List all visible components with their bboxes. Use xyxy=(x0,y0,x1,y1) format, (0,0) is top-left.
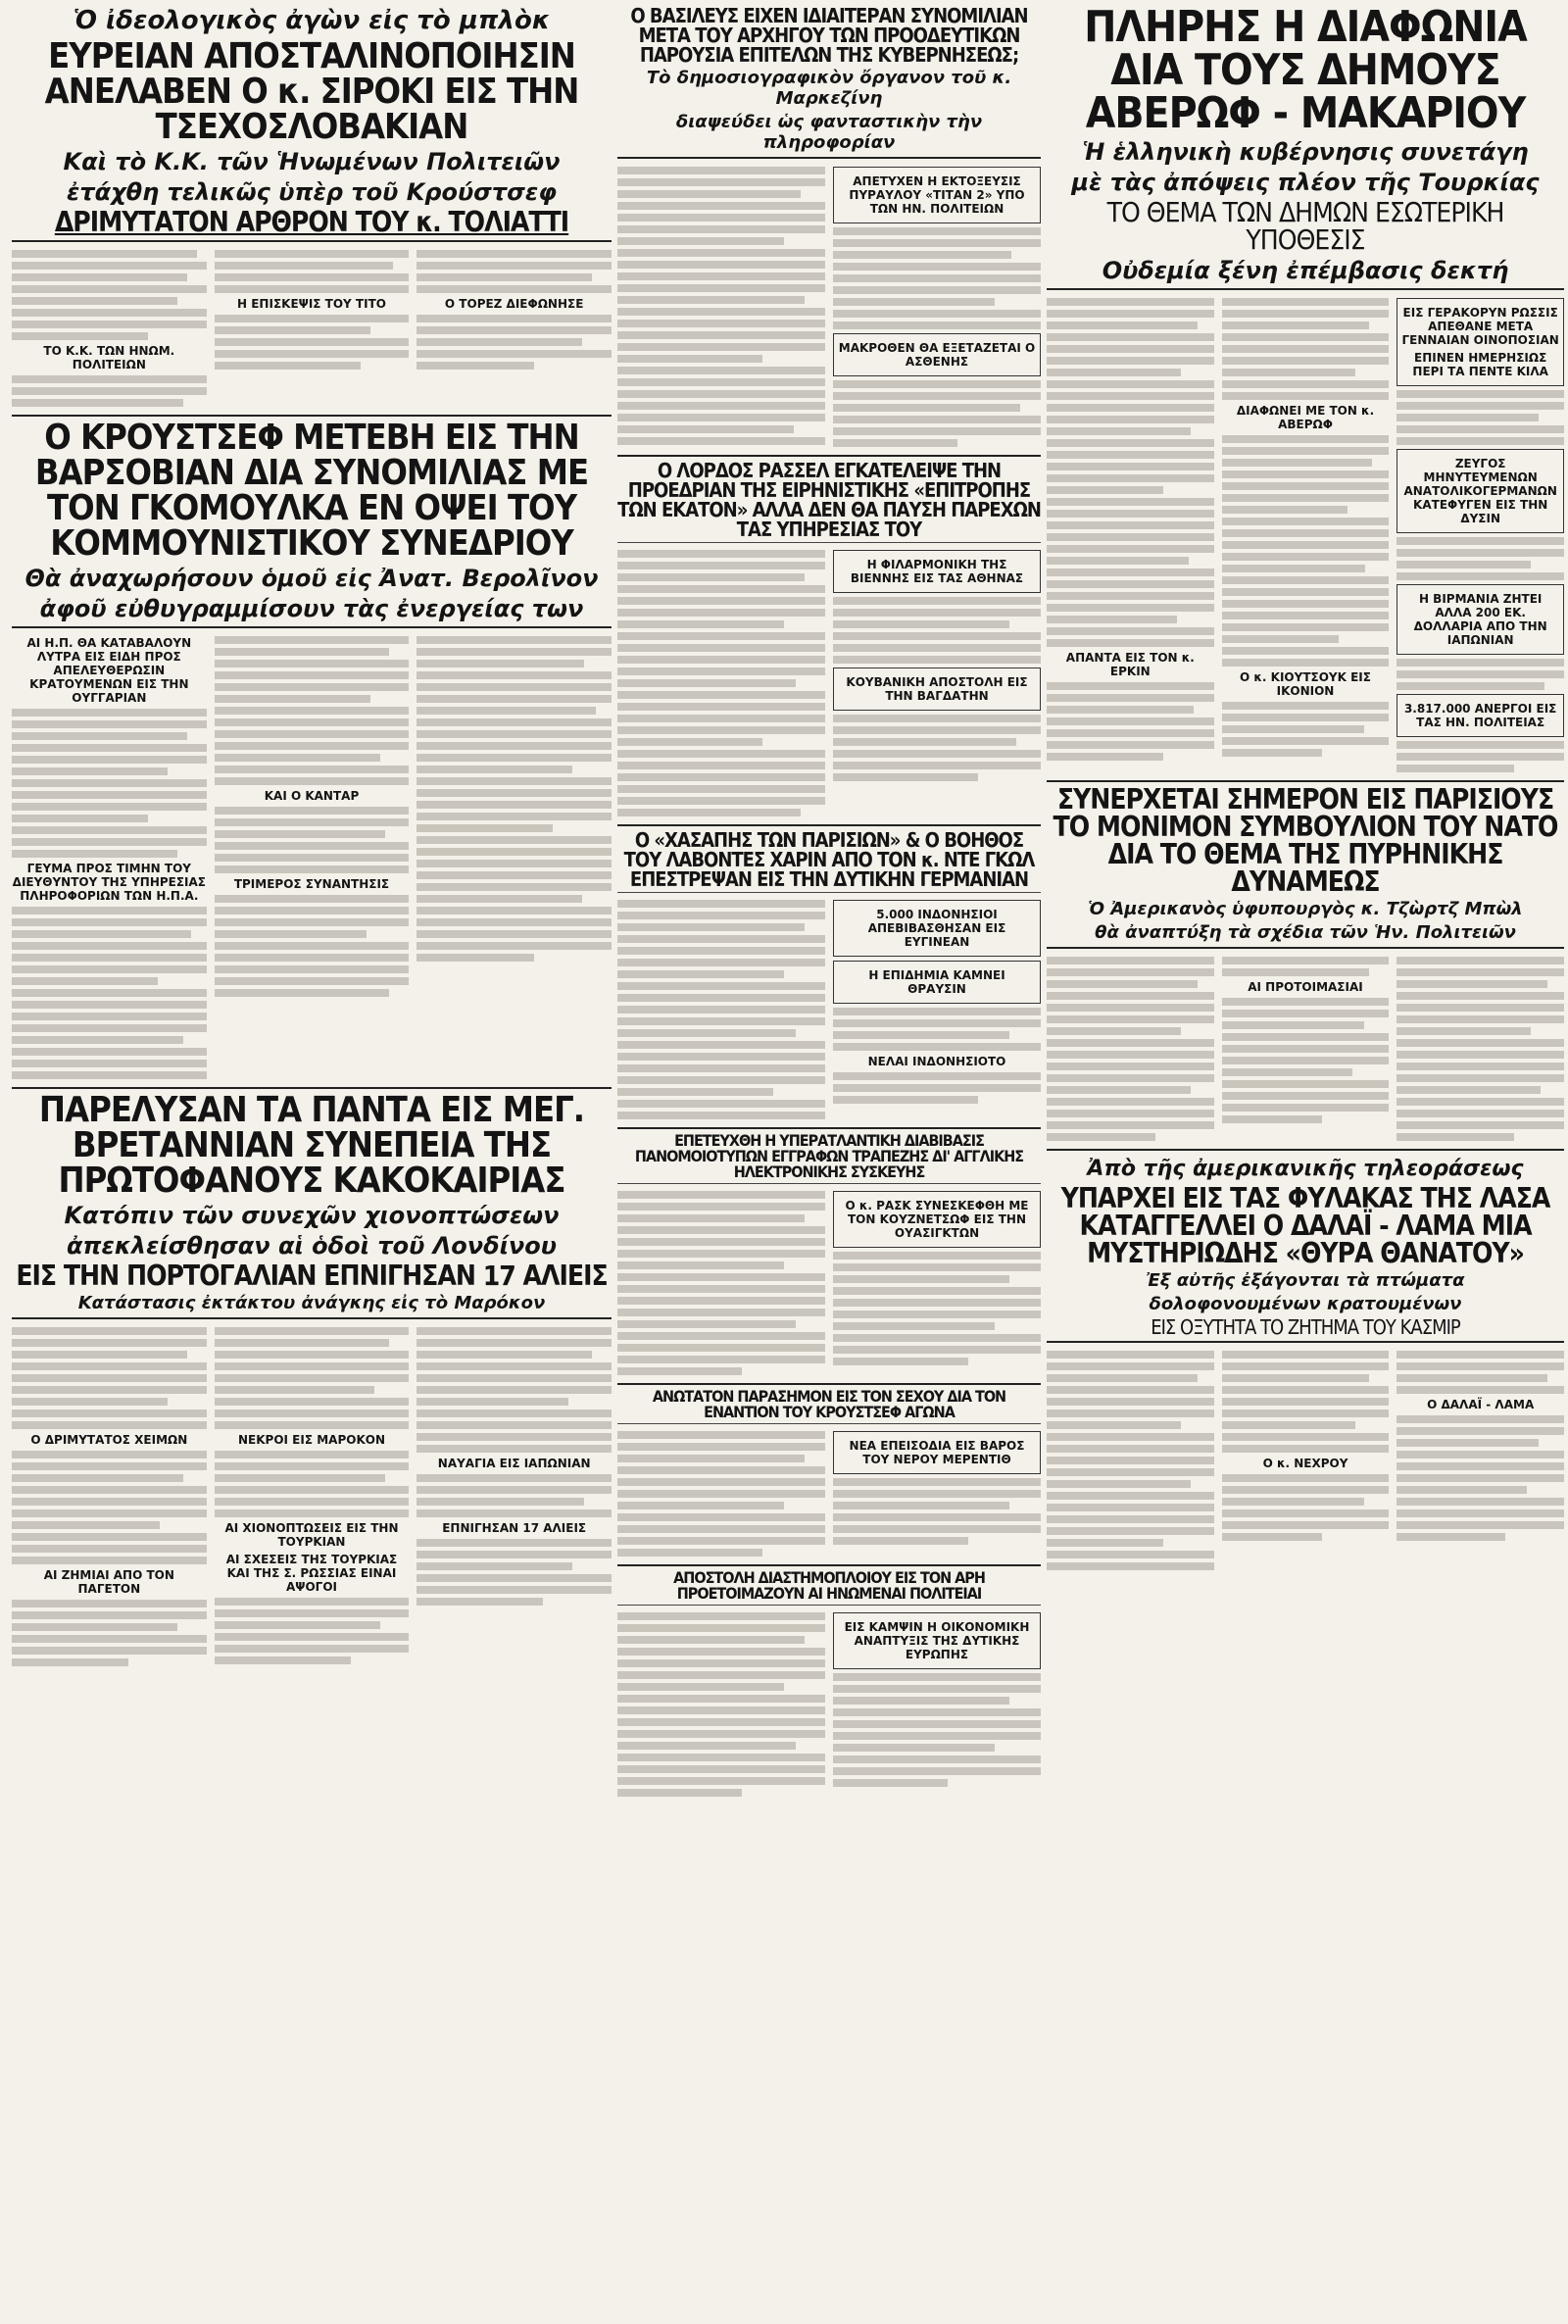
subhead-us-party: ΤΟ Κ.Κ. ΤΩΝ ΗΝΩΜ. ΠΟΛΙΤΕΙΩΝ xyxy=(43,344,175,371)
divider xyxy=(12,240,612,242)
headline-kashmir: ΕΙΣ ΟΞΥΤΗΤΑ ΤΟ ΖΗΤΗΜΑ ΤΟΥ ΚΑΣΜΙΡ xyxy=(1151,1315,1460,1339)
divider xyxy=(12,415,612,417)
headline-togliatti: ΔΡΙΜΥΤΑΤΟΝ ΑΡΘΡΟΝ ΤΟΥ κ. ΤΟΛΙΑΤΤΙ xyxy=(54,206,569,238)
subhead-disagree-averoff: ΔΙΑΦΩΝΕΙ ΜΕ ΤΟΝ κ. ΑΒΕΡΩΦ xyxy=(1236,404,1375,431)
headline-averoff-makarios: ΠΛΗΡΗΣ Η ΔΙΑΦΩΝΙΑ ΔΙΑ ΤΟΥΣ ΔΗΜΟΥΣ ΑΒΕΡΩΦ - ΜΑΚΑΡΙΟΥ xyxy=(1084,2,1527,138)
subhead-turkey-snow: ΑΙ ΧΙΟΝΟΠΤΩΣΕΙΣ ΕΙΣ ΤΗΝ ΤΟΥΡΚΙΑΝ xyxy=(224,1521,399,1549)
deck-snowfall: Κατόπιν τῶν συνεχῶν χιονοπτώσεων xyxy=(64,1202,560,1229)
subhead-east-germans: ΖΕΥΓΟΣ ΜΗΝΥΤΕΥΜΕΝΩΝ ΑΝΑΤΟΛΙΚΟΓΕΡΜΑΝΩΝ ΚΑΤΕΦΥΓΕΝ ΕΙΣ ΤΗΝ ΔΥΣΙΝ xyxy=(1403,457,1557,525)
deck-prisoners: δολοφονουμένων κρατουμένων xyxy=(1149,1294,1462,1314)
headline-russell: Ο ΛΟΡΔΟΣ ΡΑΣΣΕΛ ΕΓΚΑΤΕΛΕΙΨΕ ΤΗΝ ΠΡΟΕΔΡΙΑΝ ΤΗΣ ΕΙΡΗΝΙΣΤΙΚΗΣ «ΕΠΙΤΡΟΠΗΣ ΤΩΝ ΕΚΑΤΟΝ» ΑΛΛΑ ΔΕΝ ΘΑ ΠΑΥΣΗ ΠΑΡΕΧΩΝ ΤΑΣ ΥΠΗΡΕΣΙΑΣ ΤΟΥ xyxy=(617,459,1041,541)
deck-morocco: Κατάστασις ἐκτάκτου ἀνάγκης εἰς τὸ Μαρόκον xyxy=(77,1293,546,1313)
headline-king-meeting: Ο ΒΑΣΙΛΕΥΣ ΕΙΧΕΝ ΙΔΙΑΙΤΕΡΑΝ ΣΥΝΟΜΙΛΙΑΝ ΜΕΤΑ ΤΟΥ ΑΡΧΗΓΟΥ ΤΩΝ ΠΡΟΟΔΕΥΤΙΚΩΝ ΠΑΡΟΥΣΙΑ ΕΠΙΤΕΛΩΝ ΤΗΣ ΚΥΒΕΡΝΗΣΕΩΣ; xyxy=(630,4,1028,67)
subhead-morocco-dead: ΝΕΚΡΟΙ ΕΙΣ ΜΑΡΟΚΟΝ xyxy=(238,1433,385,1447)
subhead-cuba-baghdad: ΚΟΥΒΑΝΙΚΗ ΑΠΟΣΤΟΛΗ ΕΙΣ ΤΗΝ ΒΑΓΔΑΤΗΝ xyxy=(846,675,1028,703)
divider xyxy=(1047,288,1564,290)
article-body-4 xyxy=(617,163,1041,451)
divider xyxy=(617,1423,1041,1424)
article-body-6 xyxy=(617,896,1041,1123)
article-body-2 xyxy=(12,632,612,1083)
divider xyxy=(617,1605,1041,1606)
deck-align-actions: ἀφοῦ εὐθυγραμμίσουν τὰς ἐνεργείας των xyxy=(39,595,584,622)
subhead-japan-shipwreck: ΝΑΥΑΓΙΑ ΕΙΣ ΙΑΠΩΝΙΑΝ xyxy=(437,1457,591,1470)
divider xyxy=(12,1317,612,1319)
kicker-ideological: Ὁ ἰδεολογικὸς ἀγὼν εἰς τὸ μπλὸκ xyxy=(73,6,551,35)
subhead-ransom-hungary: ΑΙ Η.Π. ΘΑ ΚΑΤΑΒΑΛΟΥΝ ΛΥΤΡΑ ΕΙΣ ΕΙΔΗ ΠΡΟΣ ΑΠΕΛΕΥΘΕΡΩΣΙΝ ΚΡΑΤΟΥΜΕΝΩΝ ΕΙΣ ΤΗΝ ΟΥΓΓΑΡΙΑΝ xyxy=(26,636,192,705)
article-body-5 xyxy=(617,546,1041,820)
divider xyxy=(617,542,1041,543)
article-body-9 xyxy=(617,1608,1041,1801)
deck-khrushchev: ἐτάχθη τελικῶς ὑπὲρ τοῦ Κρούστσεφ xyxy=(66,178,558,206)
subhead-tripartite: ΤΡΙΜΕΡΟΣ ΣΥΝΑΝΤΗΣΙΣ xyxy=(233,877,390,891)
headline-sirokki: ΕΥΡΕΙΑΝ ΑΠΟΣΤΑΛΙΝΟΠΟΙΗΣΙΝ ΑΝΕΛΑΒΕΝ Ο κ. ΣΙΡΟΚΙ ΕΙΣ ΤΗΝ ΤΣΕΧΟΣΛΟΒΑΚΙΑΝ xyxy=(44,36,579,147)
deck-east-berlin: Θὰ ἀναχωρήσουν ὁμοῦ εἰς Ἀνατ. Βερολῖνον xyxy=(24,565,599,592)
subhead-kutchuk: Ο κ. ΚΙΟΥΤΣΟΥΚ ΕΙΣ ΙΚΟΝΙΟΝ xyxy=(1240,670,1371,698)
divider xyxy=(1047,1341,1564,1343)
subhead-economy: ΕΙΣ ΚΑΜΨΙΝ Η ΟΙΚΟΝΟΜΙΚΗ ΑΝΑΠΤΥΞΙΣ ΤΗΣ ΔΥΤΙΚΗΣ ΕΥΡΩΠΗΣ xyxy=(844,1620,1030,1661)
article-body-1 xyxy=(12,246,612,411)
column-right xyxy=(1047,0,1564,1574)
article-body-3 xyxy=(12,1323,612,1670)
subhead-kadar: ΚΑΙ Ο ΚΑΝΤΑΡ xyxy=(264,789,360,803)
subhead-burma: Η ΒΙΡΜΑΝΙΑ ΖΗΤΕΙ ΑΛΛΑ 200 ΕΚ. ΔΟΛΛΑΡΙΑ ΑΠΟ ΤΗΝ ΙΑΠΩΝΙΑΝ xyxy=(1413,592,1547,647)
deck-bodies: Ἐξ αὐτῆς ἐξάγονται τὰ πτώματα xyxy=(1146,1270,1465,1291)
subhead-vienna-phil: Η ΦΙΛΑΡΜΟΝΙΚΗ ΤΗΣ ΒΙΕΝΝΗΣ ΕΙΣ ΤΑΣ ΑΘΗΝΑΣ xyxy=(850,558,1024,585)
headline-mars: ΑΠΟΣΤΟΛΗ ΔΙΑΣΤΗΜΟΠΛΟΙΟΥ ΕΙΣ ΤΟΝ ΑΡΗ ΠΡΟΕΤΟΙΜΑΖΟΥΝ ΑΙ ΗΝΩΜΕΝΑΙ ΠΟΛΙΤΕΙΑΙ xyxy=(673,1568,985,1603)
divider xyxy=(617,157,1041,159)
subhead-indonesians: 5.000 ΙΝΔΟΝΗΣΙΟΙ ΑΠΕΒΙΒΑΣΘΗΣΑΝ ΕΙΣ ΕΥΓΙΝΕΑΝ xyxy=(867,908,1006,949)
divider xyxy=(617,455,1041,457)
subhead-indonesian-boats: ΝΕΛΑΙ ΙΝΔΟΝΗΣΙΟΤΟ xyxy=(867,1055,1006,1068)
deck-george-ball: Ὁ Ἀμερικανὸς ὑφυπουργὸς κ. Τζὼρτζ Μπὼλ xyxy=(1088,899,1523,919)
divider xyxy=(617,824,1041,826)
article-body-12 xyxy=(1047,1347,1564,1574)
headline-britain-weather: ΠΑΡΕΛΥΣΑΝ ΤΑ ΠΑΝΤΑ ΕΙΣ ΜΕΓ. ΒΡΕΤΑΝΝΙΑΝ ΣΥΝΕΠΕΙΑ ΤΗΣ ΠΡΩΤΟΦΑΝΟΥΣ ΚΑΚΟΚΑΙΡΙΑΣ xyxy=(38,1090,585,1201)
divider xyxy=(617,892,1041,893)
headline-khrushchev-warsaw: Ο ΚΡΟΥΣΤΣΕΦ ΜΕΤΕΒΗ ΕΙΣ ΤΗΝ ΒΑΡΣΟΒΙΑΝ ΔΙΑ ΣΥΝΟΜΙΛΙΑΣ ΜΕ ΤΟΝ ΓΚΟΜΟΥΛΚΑ ΕΝ ΟΨΕΙ ΤΟΥ ΚΟΜΜΟΥΝΙΣΤΙΚΟΥ ΣΥΝΕΔΡΙΟΥ xyxy=(34,418,589,564)
deck-no-intervention: Οὐδεμία ξένη ἐπέμβασις δεκτή xyxy=(1102,257,1509,284)
headline-portugal-fishermen: ΕΙΣ ΤΗΝ ΠΟΡΤΟΓΑΛΙΑΝ ΕΠΝΙΓΗΣΑΝ 17 ΑΛΙΕΙΣ xyxy=(16,1260,608,1292)
divider xyxy=(1047,947,1564,949)
subhead-tito-visit: Η ΕΠΙΣΚΕΨΙΣ ΤΟΥ ΤΙΤΟ xyxy=(237,297,386,311)
deck-london-roads: ἀπεκλείσθησαν αἱ ὁδοὶ τοῦ Λονδίνου xyxy=(67,1232,557,1260)
deck-us-plans: θὰ ἀναπτύξη τὰ σχέδια τῶν Ἡν. Πολιτειῶν xyxy=(1095,922,1516,943)
subhead-17-fishermen: ΕΠΝΙΓΗΣΑΝ 17 ΑΛΙΕΙΣ xyxy=(442,1521,587,1535)
divider xyxy=(12,626,612,628)
deck-turkey-views: μὲ τὰς ἀπόψεις πλέον τῆς Τουρκίας xyxy=(1071,169,1540,196)
article-body-7 xyxy=(617,1187,1041,1379)
subhead-epidemic: Η ΕΠΙΔΗΜΙΑ ΚΑΜΝΕΙ ΘΡΑΥΣΙΝ xyxy=(868,968,1005,996)
subhead-dalai-lama: Ο ΔΑΛΑΪ - ΛΑΜΑ xyxy=(1427,1398,1535,1411)
subhead-frost-damage: ΑΙ ΖΗΜΙΑΙ ΑΠΟ ΤΟΝ ΠΑΓΕΤΟΝ xyxy=(43,1568,174,1596)
deck-markezinis: Τὸ δημοσιογραφικὸν ὄργανον τοῦ κ. Μαρκεζίνη xyxy=(646,68,1012,109)
divider xyxy=(1047,1149,1564,1151)
headline-transatlantic: ΕΠΕΤΕΥΧΘΗ Η ΥΠΕΡΑΤΛΑΝΤΙΚΗ ΔΙΑΒΙΒΑΣΙΣ ΠΑΝΟΜΟΙΟΤΥΠΩΝ ΕΓΓΡΑΦΩΝ ΤΡΑΠΕΖΗΣ ΔΙ' ΑΓΓΛΙΚΗΣ ΗΛΕΚΤΡΟΝΙΚΗΣ ΣΥΣΚΕΥΗΣ xyxy=(634,1131,1024,1181)
kicker-tv: Ἀπὸ τῆς ἀμερικανικῆς τηλεοράσεως xyxy=(1087,1157,1524,1181)
divider xyxy=(617,1127,1041,1129)
subhead-dinner-cia: ΓΕΥΜΑ ΠΡΟΣ ΤΙΜΗΝ ΤΟΥ ΔΙΕΥΘΥΝΤΟΥ ΤΗΣ ΥΠΗΡΕΣΙΑΣ ΠΛΗΡΟΦΟΡΙΩΝ ΤΩΝ Η.Π.Α. xyxy=(12,862,206,903)
article-body-10 xyxy=(1047,294,1564,776)
headline-lhasa: ΥΠΑΡΧΕΙ ΕΙΣ ΤΑΣ ΦΥΛΑΚΑΣ ΤΗΣ ΛΑΣΑ ΚΑΤΑΓΓΕΛΛΕΙ Ο ΔΑΛΑΪ - ΛΑΜΑ ΜΙΑ ΜΥΣΤΗΡΙΩΔΗΣ «ΘΥΡΑ ΘΑΝΑΤΟΥ» xyxy=(1060,1182,1550,1269)
divider xyxy=(617,1183,1041,1184)
subhead-russian-wine: ΕΙΣ ΓΕΡΑΚΟΡΥΝ ΡΩΣΣΙΣ ΑΠΕΘΑΝΕ ΜΕΤΑ ΓΕΝΝΑΙΑΝ ΟΙΝΟΠΟΣΙΑΝ xyxy=(1401,306,1559,347)
deck-denies: διαψεύδει ὡς φανταστικὴν τὴν πληροφορίαν xyxy=(675,112,983,153)
article-body-11 xyxy=(1047,953,1564,1145)
subhead-rusk: Ο κ. ΡΑΣΚ ΣΥΝΕΣΚΕΦΘΗ ΜΕ ΤΟΝ ΚΟΥΖΝΕΤΣΩΦ ΕΙΣ ΤΗΝ ΟΥΑΣΙΓΚΤΩΝ xyxy=(845,1199,1029,1240)
divider xyxy=(12,1087,612,1089)
subhead-nehru: Ο κ. ΝΕΧΡΟΥ xyxy=(1262,1457,1348,1470)
deck-greek-govt: Ἡ ἑλληνικὴ κυβέρνησις συνετάγη xyxy=(1082,138,1529,166)
article-body-8 xyxy=(617,1427,1041,1560)
column-middle xyxy=(617,0,1041,1801)
headline-butcher-paris: Ο «ΧΑΣΑΠΗΣ ΤΩΝ ΠΑΡΙΣΙΩΝ» & Ο ΒΟΗΘΟΣ ΤΟΥ ΛΑΒΟΝΤΕΣ ΧΑΡΙΝ ΑΠΟ ΤΟΝ κ. ΝΤΕ ΓΚΩΛ ΕΠΕΣΤΡΕΨΑΝ ΕΙΣ ΤΗΝ ΔΥΤΙΚΗΝ ΓΕΡΜΑΝΙΑΝ xyxy=(623,828,1035,891)
divider xyxy=(617,1564,1041,1566)
headline-nato: ΣΥΝΕΡΧΕΤΑΙ ΣΗΜΕΡΟΝ ΕΙΣ ΠΑΡΙΣΙΟΥΣ ΤΟ ΜΟΝΙΜΟΝ ΣΥΜΒΟΥΛΙΟΝ ΤΟΥ ΝΑΤΟ ΔΙΑ ΤΟ ΘΕΜΑ ΤΗΣ ΠΥΡΗΝΙΚΗΣ ΔΥΝΑΜΕΩΣ xyxy=(1053,783,1558,898)
subhead-turkey-russia: ΑΙ ΣΧΕΣΕΙΣ ΤΗΣ ΤΟΥΡΚΙΑΣ ΚΑΙ ΤΗΣ Σ. ΡΩΣΣΙΑΣ ΕΙΝΑΙ ΑΨΟΓΟΙ xyxy=(225,1553,398,1594)
headline-internal-affair: ΤΟ ΘΕΜΑ ΤΩΝ ΔΗΜΩΝ ΕΣΩΤΕΡΙΚΗ ΥΠΟΘΕΣΙΣ xyxy=(1106,196,1504,256)
subhead-winter: Ο ΔΡΙΜΥΤΑΤΟΣ ΧΕΙΜΩΝ xyxy=(30,1433,188,1447)
subhead-unemployed: 3.817.000 ΑΝΕΡΓΟΙ ΕΙΣ ΤΑΣ ΗΝ. ΠΟΛΙΤΕΙΑΣ xyxy=(1403,702,1557,729)
subhead-titan-2: ΑΠΕΤΥΧΕΝ Η ΕΚΤΟΞΕΥΣΙΣ ΠΥΡΑΥΛΟΥ «ΤΙΤΑΝ 2» ΥΠΟ ΤΩΝ ΗΝ. ΠΟΛΙΤΕΙΩΝ xyxy=(849,174,1025,216)
subhead-thorez: Ο ΤΟΡΕΖ ΔΙΕΦΩΝΗΣΕ xyxy=(444,297,584,311)
subhead-five-kilos: ΕΠΙΝΕΝ ΗΜΕΡΗΣΙΩΣ ΠΕΡΙ ΤΑ ΠΕΝΤΕ ΚΙΛΑ xyxy=(1412,351,1548,378)
column-left xyxy=(12,0,612,1670)
subhead-preparations: ΑΙ ΠΡΟΤΟΙΜΑΣΙΑΙ xyxy=(1248,980,1363,994)
subhead-patient: ΜΑΚΡΟΘΕΝ ΘΑ ΕΞΕΤΑΖΕΤΑΙ Ο ΑΣΘΕΝΗΣ xyxy=(838,341,1036,369)
divider xyxy=(617,1383,1041,1385)
subhead-reply-erkin: ΑΠΑΝΤΑ ΕΙΣ ΤΟΝ κ. ΕΡΚΙΝ xyxy=(1065,651,1195,678)
deck-us-party: Καὶ τὸ Κ.Κ. τῶν Ἡνωμένων Πολιτειῶν xyxy=(63,148,561,175)
headline-sekou: ΑΝΩΤΑΤΟΝ ΠΑΡΑΣΗΜΟΝ ΕΙΣ ΤΟΝ ΣΕΧΟΥ ΔΙΑ ΤΟΝ ΕΝΑΝΤΙΟΝ ΤΟΥ ΚΡΟΥΣΤΣΕΦ ΑΓΩΝΑ xyxy=(652,1387,1006,1421)
divider xyxy=(1047,780,1564,782)
subhead-meredith: ΝΕΑ ΕΠΕΙΣΟΔΙΑ ΕΙΣ ΒΑΡΟΣ ΤΟΥ ΝΕΡΟΥ ΜΕΡΕΝΤΙΘ xyxy=(849,1439,1025,1466)
